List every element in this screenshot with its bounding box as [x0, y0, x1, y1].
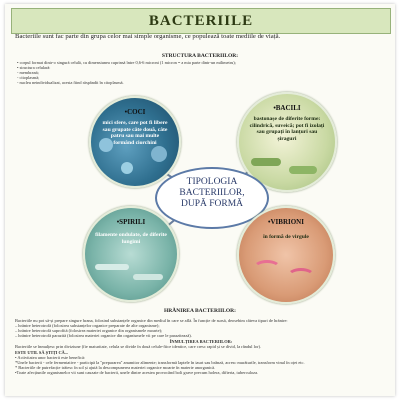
structure-line: • structura celulară:: [17, 65, 51, 71]
useful-line: *Unele bacterii - cele fermentative - participă la "prepararea" anumitor alimente; transformă laptele în iaurt sau brânză, acresc murăturile, transform vinul în oțet etc.: [15, 359, 305, 365]
coccus-shape: [121, 162, 133, 174]
structure-line: - membrană;: [17, 70, 39, 76]
intro-text: Bacteriile sunt fac parte din grupa celor mai simple organisme, ce populează toate mediile de viață.: [15, 33, 281, 40]
spirili-description: filamente ondulate, de diferite lungimi: [95, 232, 167, 245]
useful-line: • Activitatea unor bacterii este benefică:: [15, 354, 86, 360]
bacili-description: bastonașe de diferite forme: cilindrică, suveică; pot fi izolați sau grupați în lanțuri sau șiraguri: [249, 116, 325, 142]
center-line: TIPOLOGIA: [186, 177, 238, 187]
bacillus-shape: [289, 166, 317, 174]
vibrioni-label: •VIBRIONI: [268, 218, 304, 226]
nutrition-line: – hrănire heterotrofă saprofită (folosirea materiei organice din organismele moarte);: [15, 328, 163, 334]
nutrition-section: [15, 318, 387, 375]
vibrioni-description: în formă de virgule: [263, 234, 309, 240]
useful-heading: ESTE UTIL SĂ ȘTIȚI CĂ...: [15, 349, 69, 355]
bacillus-shape: [251, 158, 281, 166]
bacili-label: •BACILI: [273, 104, 301, 112]
vibrio-shape: [253, 260, 281, 276]
coccus-shape: [151, 146, 167, 162]
nutrition-line: – hrănire heterotrofă (folosirea substanțelor organice preparate de alte organisme);: [15, 323, 160, 329]
structure-line: - nucleu neindividualizat, acesta fiind răspândit în citoplasmă.: [17, 80, 124, 86]
center-line: DUPĂ FORMĂ: [180, 199, 244, 209]
poster: [5, 4, 395, 396]
useful-line: •Toate afecțiunile organismelor vii sunt cauzate de bacterii, unele dintre acestea provocând boli grave precum holera, difteria, tuberculoza.: [15, 369, 259, 375]
coci-description: mici sfere, care pot fi libere sau grupate câte două, câte patru sau mai multe formând ciorchini: [102, 120, 168, 146]
structure-heading: STRUCTURA BACTERIILOR:: [161, 53, 239, 59]
bubble-spirili: [83, 206, 179, 302]
spirillum-shape: [133, 274, 163, 280]
vibrio-shape: [287, 268, 315, 284]
reproduction-heading: ÎNMULȚIREA BACTERIILOR:: [169, 339, 233, 345]
structure-line: - citoplasmă;: [17, 75, 40, 81]
useful-line: * Bacteriile de putrefacție trăiesc în sol și ajută la descompunerea materiei organice moarte în materie anorganică.: [15, 364, 216, 370]
reproduction-line: Bacteriile se înmulțesc prin diviziune (fie maturitate, celula se divide în două celule-fiice identice, care cresc rapid și se divid, la rândul lor).: [15, 344, 262, 350]
title-bar: [11, 8, 391, 34]
nutrition-heading: HRĂNIREA BACTERIILOR:: [164, 308, 236, 314]
center-line: BACTERIILOR,: [179, 188, 245, 198]
bubble-coci: [89, 96, 181, 188]
nutrition-line: Bacteriile nu pot să-și prepare singure hrana, folosind substanțele organice din mediul în care se află. În funcție de sursă, deosebim câteva tipuri de hrănire:: [15, 318, 288, 323]
coci-label: •COCI: [124, 108, 146, 116]
spirili-label: •SPIRILI: [116, 218, 146, 226]
spirillum-shape: [95, 264, 129, 270]
bubble-vibrioni: [237, 206, 335, 304]
page-title: BACTERIILE: [148, 13, 254, 29]
structure-list: [17, 60, 387, 85]
structure-line: • corpul format dintr-o singură celulă, cu dimensiunea cuprinsă între 0,6-6 microni (1 micron = a mia parte dintr-un milimetru);: [17, 60, 236, 65]
nutrition-line: – hrănire heterotrofă parazită (folosirea materiei organice din organismele vii pe care le parazitează).: [15, 333, 192, 339]
